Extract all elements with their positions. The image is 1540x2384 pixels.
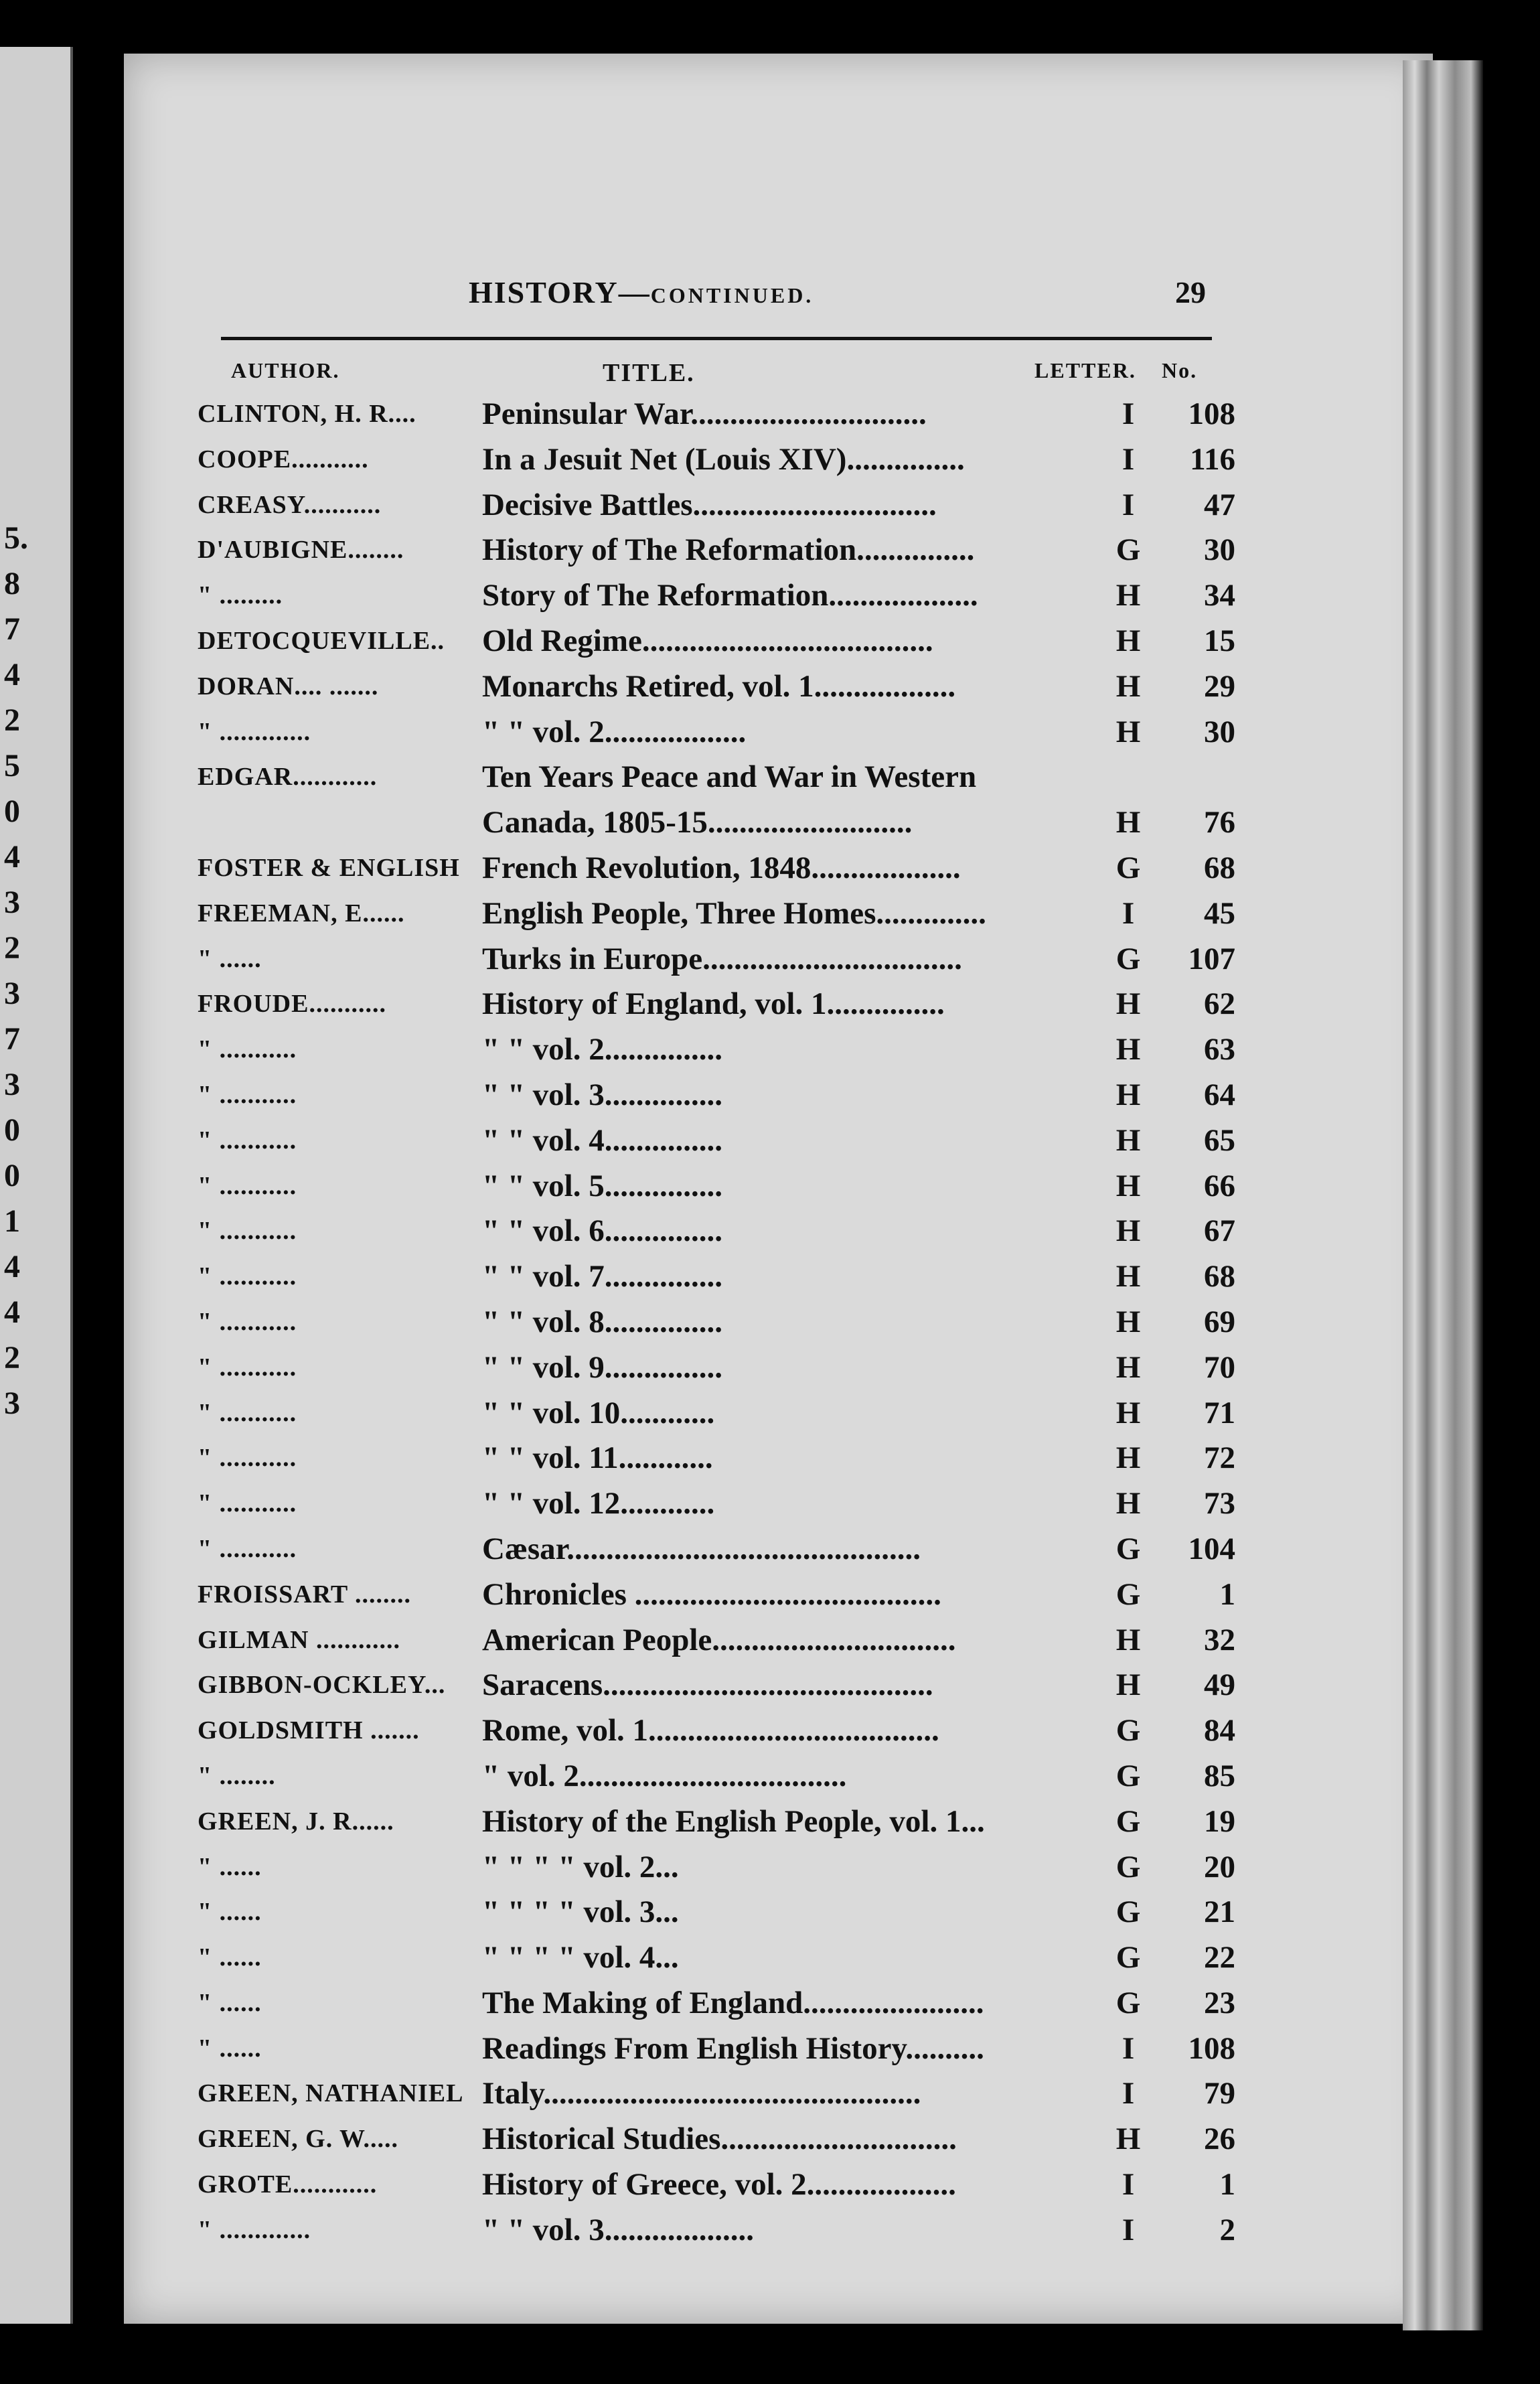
margin-char: 1 <box>4 1203 20 1239</box>
title-cell: Old Regime..................................... <box>482 623 933 658</box>
table-row <box>0 1890 1540 1935</box>
title-cell: French Revolution, 1848................... <box>482 850 961 885</box>
table-row <box>0 755 1540 800</box>
margin-char: 3 <box>4 1386 20 1421</box>
number-cell: 67 <box>1204 1213 1235 1249</box>
table-row <box>0 1300 1540 1345</box>
title-cell: " " vol. 2.................. <box>482 714 747 749</box>
title-cell: Peninsular War.............................. <box>482 396 927 431</box>
table-row <box>0 1845 1540 1890</box>
number-cell: 71 <box>1204 1395 1235 1430</box>
author-cell: " ........... <box>198 1307 297 1336</box>
page-number: 29 <box>1175 275 1206 309</box>
number-cell: 15 <box>1204 623 1235 658</box>
table-row <box>0 573 1540 619</box>
table-row <box>0 1481 1540 1527</box>
author-cell: " ........... <box>198 1444 297 1473</box>
section-heading <box>469 275 1272 321</box>
title-cell: Historical Studies.............................. <box>482 2121 957 2157</box>
author-cell: " ........... <box>198 1262 297 1291</box>
letter-cell: G <box>1115 1758 1141 1793</box>
title-cell: Story of The Reformation................... <box>482 578 978 613</box>
title-cell: Chronicles ....................................... <box>482 1576 941 1612</box>
author-cell: FROISSART ........ <box>198 1580 411 1609</box>
author-cell: " ........... <box>198 1217 297 1246</box>
title-cell: Decisive Battles............................... <box>482 487 937 522</box>
title-cell: " " vol. 7............... <box>482 1259 722 1294</box>
title-cell: " " vol. 8............... <box>482 1304 722 1339</box>
letter-cell: G <box>1115 1531 1141 1566</box>
table-row <box>0 1754 1540 1799</box>
table-row <box>0 1073 1540 1118</box>
letter-cell: H <box>1115 1349 1141 1385</box>
number-cell: 23 <box>1204 1985 1235 2020</box>
margin-char: 4 <box>4 1294 20 1330</box>
author-cell: " ........... <box>198 1126 297 1154</box>
title-cell: " " vol. 10............ <box>482 1395 715 1430</box>
letter-cell: G <box>1115 532 1141 568</box>
title-cell: English People, Three Homes.............. <box>482 895 986 931</box>
table-row <box>0 1935 1540 1981</box>
number-cell: 69 <box>1204 1304 1235 1339</box>
table-row <box>0 1618 1540 1663</box>
author-cell: " ........... <box>198 1035 297 1064</box>
letter-cell: G <box>1115 1894 1141 1930</box>
title-cell: Canada, 1805-15.......................... <box>482 805 913 840</box>
title-cell: " " vol. 2............... <box>482 1032 722 1067</box>
title-cell: History of Greece, vol. 2................... <box>482 2167 956 2203</box>
table-row <box>0 437 1540 483</box>
number-cell: 34 <box>1204 578 1235 613</box>
number-cell: 79 <box>1204 2076 1235 2111</box>
title-cell: Ten Years Peace and War in Western <box>482 759 977 795</box>
letter-cell: I <box>1122 487 1135 522</box>
author-cell: " ........... <box>198 1171 297 1200</box>
letter-cell: G <box>1115 941 1141 976</box>
author-cell: DETOCQUEVILLE.. <box>198 626 445 655</box>
author-cell: " ........... <box>198 1080 297 1109</box>
author-cell: " ......... <box>198 581 283 610</box>
title-cell: " " vol. 12............ <box>482 1486 715 1521</box>
header-rule <box>221 337 1212 340</box>
number-cell: 1 <box>1219 1576 1235 1612</box>
number-cell: 76 <box>1204 805 1235 840</box>
number-cell: 63 <box>1204 1032 1235 1067</box>
number-cell: 64 <box>1204 1077 1235 1112</box>
author-cell: " ........... <box>198 1489 297 1518</box>
title-cell: " " vol. 3............... <box>482 1077 722 1112</box>
author-cell: CREASY........... <box>198 490 382 519</box>
letter-cell: H <box>1115 2121 1141 2157</box>
author-cell: EDGAR............ <box>198 763 378 792</box>
number-cell: 1 <box>1219 2167 1235 2203</box>
table-row <box>0 1436 1540 1481</box>
number-cell: 19 <box>1204 1803 1235 1839</box>
margin-char: 2 <box>4 702 20 738</box>
column-header-letter: LETTER. <box>1034 358 1136 382</box>
author-cell: " ...... <box>198 1988 262 2017</box>
table-row <box>0 2026 1540 2072</box>
table-row <box>0 1027 1540 1073</box>
author-cell: DORAN.... ....... <box>198 672 379 700</box>
number-cell: 68 <box>1204 1259 1235 1294</box>
title-cell: In a Jesuit Net (Louis XIV)............... <box>482 441 965 477</box>
title-cell: " vol. 2.................................. <box>482 1758 847 1793</box>
letter-cell: H <box>1115 1032 1141 1067</box>
table-row <box>0 982 1540 1027</box>
margin-char: 0 <box>4 794 20 829</box>
author-cell: GREEN, G. W..... <box>198 2125 399 2154</box>
table-row <box>0 664 1540 710</box>
number-cell: 29 <box>1204 668 1235 704</box>
author-cell: " ............. <box>198 2215 311 2244</box>
margin-char: 7 <box>4 611 20 647</box>
table-row <box>0 483 1540 528</box>
author-cell: GROTE............ <box>198 2170 378 2199</box>
margin-char: 3 <box>4 885 20 920</box>
margin-char: 3 <box>4 1067 20 1102</box>
author-cell: " ........... <box>198 1353 297 1382</box>
title-cell: " " vol. 3................... <box>482 2212 754 2247</box>
author-cell: " ...... <box>198 1852 262 1881</box>
table-row <box>0 528 1540 573</box>
letter-cell: I <box>1122 2030 1135 2066</box>
letter-cell: H <box>1115 1168 1141 1203</box>
letter-cell: H <box>1115 986 1141 1022</box>
title-cell: " " " " vol. 2... <box>482 1849 679 1884</box>
author-cell: GILMAN ............ <box>198 1625 400 1654</box>
margin-char: 4 <box>4 1249 20 1284</box>
table-row <box>0 1345 1540 1391</box>
margin-char: 4 <box>4 839 20 875</box>
letter-cell: I <box>1122 396 1135 431</box>
number-cell: 66 <box>1204 1168 1235 1203</box>
table-row <box>0 1981 1540 2026</box>
letter-cell: I <box>1122 2076 1135 2111</box>
margin-char: 2 <box>4 930 20 966</box>
table-row <box>0 1254 1540 1300</box>
margin-char: 4 <box>4 657 20 692</box>
author-cell: FROUDE........... <box>198 990 386 1019</box>
author-cell: COOPE........... <box>198 445 369 473</box>
number-cell: 116 <box>1190 441 1235 477</box>
title-cell: Cæsar............................................. <box>482 1531 921 1566</box>
column-header-author: AUTHOR. <box>231 358 340 382</box>
letter-cell: H <box>1115 805 1141 840</box>
title-cell: " " vol. 4............... <box>482 1122 722 1158</box>
table-row <box>0 2162 1540 2208</box>
column-header-title: TITLE. <box>603 359 695 387</box>
table-row <box>0 1572 1540 1618</box>
table-row <box>0 937 1540 982</box>
table-row <box>0 392 1540 437</box>
number-cell: 68 <box>1204 850 1235 885</box>
table-row <box>0 800 1540 846</box>
title-cell: " " vol. 11............ <box>482 1440 713 1476</box>
column-headers <box>0 358 1540 392</box>
margin-char: 3 <box>4 976 20 1011</box>
number-cell: 20 <box>1204 1849 1235 1884</box>
section-heading-title: HISTORY— <box>469 275 651 309</box>
letter-cell: H <box>1115 1304 1141 1339</box>
title-cell: " " " " vol. 4... <box>482 1940 679 1976</box>
title-cell: Monarchs Retired, vol. 1.................. <box>482 668 956 704</box>
table-row <box>0 2071 1540 2117</box>
number-cell: 84 <box>1204 1713 1235 1748</box>
letter-cell: H <box>1115 1622 1141 1657</box>
title-cell: " " vol. 6............... <box>482 1213 722 1249</box>
letter-cell: I <box>1122 2167 1135 2203</box>
number-cell: 21 <box>1204 1894 1235 1930</box>
title-cell: History of England, vol. 1............... <box>482 986 945 1022</box>
letter-cell: I <box>1122 895 1135 931</box>
table-row <box>0 891 1540 937</box>
letter-cell: G <box>1115 1713 1141 1748</box>
number-cell: 73 <box>1204 1486 1235 1521</box>
number-cell: 70 <box>1204 1349 1235 1385</box>
number-cell: 30 <box>1204 714 1235 749</box>
letter-cell: H <box>1115 714 1141 749</box>
number-cell: 85 <box>1204 1758 1235 1793</box>
author-cell: GIBBON-OCKLEY... <box>198 1671 446 1700</box>
letter-cell: G <box>1115 850 1141 885</box>
margin-char: 2 <box>4 1340 20 1375</box>
title-cell: Readings From English History.......... <box>482 2030 984 2066</box>
author-cell: " ...... <box>198 1943 262 1972</box>
title-cell: " " " " vol. 3... <box>482 1894 679 1930</box>
title-cell: Saracens.......................................... <box>482 1667 933 1703</box>
number-cell: 32 <box>1204 1622 1235 1657</box>
number-cell: 47 <box>1204 487 1235 522</box>
section-heading-subtitle: CONTINUED. <box>650 283 814 307</box>
author-cell: CLINTON, H. R.... <box>198 400 416 428</box>
margin-char: 7 <box>4 1021 20 1057</box>
letter-cell: H <box>1115 1395 1141 1430</box>
author-cell: D'AUBIGNE........ <box>198 536 404 565</box>
letter-cell: H <box>1115 578 1141 613</box>
number-cell: 30 <box>1204 532 1235 568</box>
number-cell: 22 <box>1204 1940 1235 1976</box>
table-row <box>0 2117 1540 2162</box>
author-cell: " ...... <box>198 944 262 973</box>
author-cell: " ........... <box>198 1398 297 1427</box>
title-cell: " " vol. 5............... <box>482 1168 722 1203</box>
letter-cell: G <box>1115 1849 1141 1884</box>
author-cell: GOLDSMITH ....... <box>198 1716 420 1745</box>
number-cell: 72 <box>1204 1440 1235 1476</box>
title-cell: History of The Reformation............... <box>482 532 975 568</box>
number-cell: 108 <box>1188 2030 1235 2066</box>
table-row <box>0 1391 1540 1436</box>
letter-cell: H <box>1115 1122 1141 1158</box>
letter-cell: H <box>1115 1486 1141 1521</box>
table-row <box>0 1799 1540 1845</box>
letter-cell: G <box>1115 1576 1141 1612</box>
table-row <box>0 710 1540 755</box>
title-cell: " " vol. 9............... <box>482 1349 722 1385</box>
table-row <box>0 1663 1540 1708</box>
table-row <box>0 1527 1540 1572</box>
column-header-number: No. <box>1162 358 1198 382</box>
margin-char: 8 <box>4 566 20 601</box>
letter-cell: G <box>1115 1803 1141 1839</box>
letter-cell: H <box>1115 668 1141 704</box>
number-cell: 104 <box>1188 1531 1235 1566</box>
letter-cell: H <box>1115 623 1141 658</box>
title-cell: History of the English People, vol. 1... <box>482 1803 985 1839</box>
table-row <box>0 1118 1540 1164</box>
number-cell: 49 <box>1204 1667 1235 1703</box>
number-cell: 2 <box>1219 2212 1235 2247</box>
title-cell: The Making of England....................... <box>482 1985 984 2020</box>
title-cell: Turks in Europe................................. <box>482 941 962 976</box>
table-row <box>0 2208 1540 2253</box>
number-cell: 26 <box>1204 2121 1235 2157</box>
letter-cell: H <box>1115 1440 1141 1476</box>
author-cell: GREEN, J. R...... <box>198 1807 394 1836</box>
margin-char: 0 <box>4 1158 20 1193</box>
letter-cell: H <box>1115 1667 1141 1703</box>
letter-cell: I <box>1122 441 1135 477</box>
author-cell: " ...... <box>198 2034 262 2063</box>
letter-cell: H <box>1115 1259 1141 1294</box>
author-cell: FREEMAN, E...... <box>198 899 405 927</box>
letter-cell: I <box>1122 2212 1135 2247</box>
number-cell: 108 <box>1188 396 1235 431</box>
letter-cell: G <box>1115 1940 1141 1976</box>
number-cell: 65 <box>1204 1122 1235 1158</box>
letter-cell: H <box>1115 1213 1141 1249</box>
author-cell: " ............. <box>198 717 311 746</box>
author-cell: " ........ <box>198 1761 276 1790</box>
author-cell: " ...... <box>198 1898 262 1927</box>
margin-char: 0 <box>4 1112 20 1148</box>
margin-char: 5. <box>4 520 28 556</box>
table-row <box>0 1209 1540 1254</box>
letter-cell: H <box>1115 1077 1141 1112</box>
title-cell: Rome, vol. 1..................................... <box>482 1713 939 1748</box>
title-cell: Italy................................................ <box>482 2076 921 2111</box>
table-row <box>0 846 1540 891</box>
table-row <box>0 1164 1540 1209</box>
catalog-table <box>0 392 1540 2253</box>
title-cell: American People............................... <box>482 1622 956 1657</box>
author-cell: GREEN, NATHANIEL <box>198 2079 464 2108</box>
margin-char: 5 <box>4 748 20 784</box>
author-cell: " ........... <box>198 1534 297 1563</box>
number-cell: 45 <box>1204 895 1235 931</box>
table-row <box>0 1708 1540 1754</box>
letter-cell: G <box>1115 1985 1141 2020</box>
table-row <box>0 619 1540 664</box>
number-cell: 62 <box>1204 986 1235 1022</box>
number-cell: 107 <box>1188 941 1235 976</box>
author-cell: FOSTER & ENGLISH <box>198 853 460 882</box>
